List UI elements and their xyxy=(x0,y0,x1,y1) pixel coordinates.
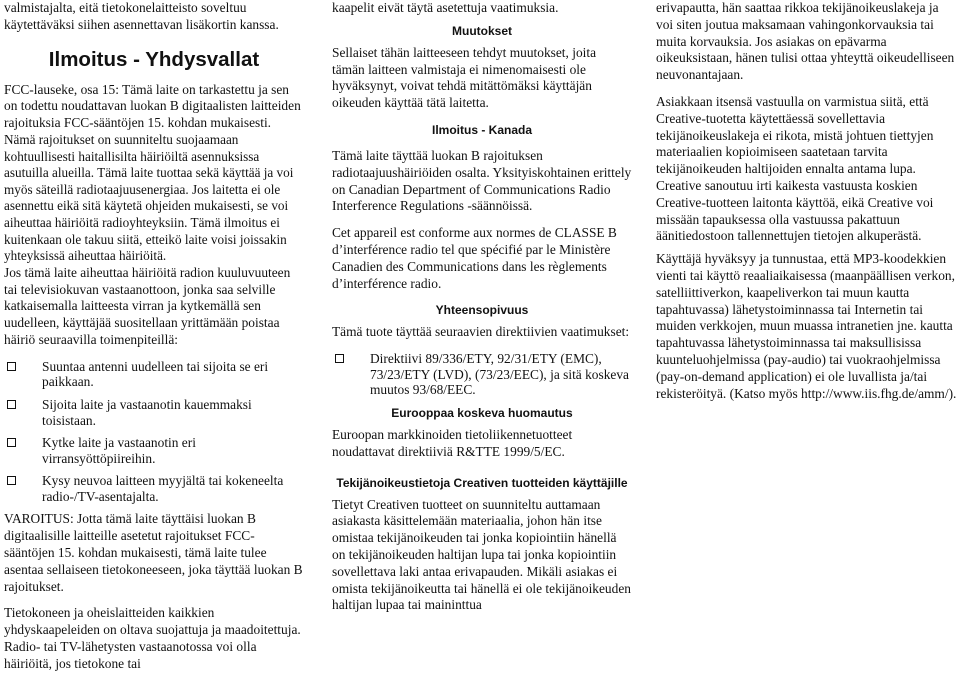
heading-copyright-info: Tekijänoikeustietoja Creativen tuotteiden käyttäjille xyxy=(336,475,628,490)
directives-list xyxy=(332,351,632,398)
canada-paragraph: Tämä laite täyttää luokan B rajoituksen radiotaajuushäiriöiden osalta. Yksityiskohtainen erittely on Canadian Department of Communications Radio Interference Regulations -säännöissä. xyxy=(332,147,632,214)
fcc-limits-paragraph: Nämä rajoitukset on suunniteltu suojaamaan kohtuullisesti haitallisilta häiriöiltä asennuksissa asutuilla alueilla. Tämä laite tuottaa sekä käyttää ja voi myös säteillä radiotaajuusenergiaa. Jos laitetta ei ole asennettu eikä sitä käytetä ohjeiden mukaisesti, se voi aiheuttaa häiriöitä radioyhteyksiin. Tämä ilmoitus ei kuitenkaan ole takuu siitä, etteikö laite voisi joissakin yhteyksissä aiheuttaa häiriöitä. xyxy=(4,131,294,264)
heading-canada-notice: Ilmoitus - Kanada xyxy=(431,122,532,137)
heading-changes: Muutokset xyxy=(452,23,512,38)
fcc-measures-list xyxy=(4,359,304,505)
column-middle xyxy=(332,0,632,614)
checkbox-bullet-icon xyxy=(7,438,16,447)
fcc-paragraph: FCC-lauseke, osa 15: Tämä laite on tarkastettu ja sen on todettu noudattavan luokan B digitaalisten laitteiden rajoituksia FCC-sääntöjen 15. kohdan mukaisesti. xyxy=(4,81,301,131)
heading-usa-notice: Ilmoitus - Yhdysvallat xyxy=(48,47,260,71)
europe-paragraph: Euroopan markkinoiden tietoliikennetuotteet noudattavat direktiiviä R&TTE 1999/5/EC. xyxy=(332,426,573,459)
copyright-paragraph: Tietyt Creativen tuotteet on suunniteltu auttamaan asiakasta käsittelemään materiaalia, johon hän itse omistaa tekijänoikeuden tai jonka kopiointiin hänellä on tekijänoikeuden haltijan lupa tai jonka kopiointiin sovellettava laki antaa erivapauden. Mikäli asiakas ei omista tekijänoikeutta tai hänellä ei ole tekijänoikeuden haltijan lupaa tai maininttua xyxy=(332,496,631,613)
heading-europe-notice: Eurooppaa koskeva huomautus xyxy=(391,405,573,420)
column-right xyxy=(656,0,958,402)
mp3-paragraph: Käyttäjä hyväksyy ja tunnustaa, että MP3-koodekkien vienti tai käyttö reaaliaikaisessa (maanpäällisen verkon, satelliittiverkon, kaapeliverkon tai muun kautta tapahtuvassa) lähetystoiminnassa tai Internetin tai muiden verkkojen, muun muassa intranetien jne. kautta tapahtuvassa lähetystoiminnassa tai maksullisissa kuunteluohjelmissa (pay-audio) tai vuokraohjelmissa (pay-on-demand application) ei ole luvallista ja/tai rekisteröityä. (Katso myös http://www.iis.fhg.de/amm/). xyxy=(656,251,957,401)
column-left xyxy=(4,0,304,673)
checkbox-bullet-icon xyxy=(335,354,344,363)
copyright-continued-paragraph: erivapautta, hän saattaa rikkoa tekijänoikeuslakeja ja voi siten joutua maksamaan vahingonkorvauksia tai muita korvauksia. Jos asiakas on epävarma oikeuksistaan, hänen tulisi ottaa yhteyttä oikeudelliseen neuvonantajaan. xyxy=(656,0,955,83)
warning-paragraph: VAROITUS: Jotta tämä laite täyttäisi luokan B digitaalisille laitteille asetetut rajoitukset FCC-sääntöjen 15. kohdan mukaisesti, tämä laite tulee asentaa sellaiseen tietokoneeseen, joka täyttää luokan B rajoitukset. xyxy=(4,511,303,594)
list-item: Kytke laite ja vastaanotin eri virransyöttöpiireihin. xyxy=(4,435,304,466)
compatibility-paragraph: Tämä tuote täyttää seuraavien direktiivien vaatimukset: xyxy=(332,324,630,340)
checkbox-bullet-icon xyxy=(7,400,16,409)
canada-french-paragraph: Cet appareil est conforme aux normes de CLASSE B d’interférence radio tel que spécifié par le Ministère Canadien des Communications dans les règlements d’interférence radio. xyxy=(332,225,617,291)
responsibility-paragraph: Asiakkaan itsensä vastuulla on varmistua siitä, että Creative-tuotetta käytettäessä sovellettavia tekijänoikeuslakeja ei rikota, mistä johtuen tiettyjen materiaalien kopioimiseen saatetaan tarvita tekijänoikeuden haltijoiden ennalta antama lupa. Creative sanoutuu irti kaikesta vastuusta koskien Creative-tuotteen laitonta käyttöä, eikä Creative voi missään tapauksessa olla vastuussa pakattuun äänitiedostoon tallennettujen tietojen alkuperästä. xyxy=(656,93,934,244)
list-item: Direktiivi 89/336/ETY, 92/31/ETY (EMC), 73/23/ETY (LVD), (73/23/EEC), ja sitä koskeva muutos 93/68/EEC. xyxy=(332,351,632,398)
intro-text: kaapelit eivät täytä asetettuja vaatimuksia. xyxy=(332,0,559,15)
list-item: Kysy neuvoa laitteen myyjältä tai kokeneelta radio-/TV-asentajalta. xyxy=(4,473,304,504)
checkbox-bullet-icon xyxy=(7,476,16,485)
fcc-interference-paragraph: Jos tämä laite aiheuttaa häiriöitä radion kuuluvuuteen tai televisiokuvan vastaanottoon, jonka saa selville katkaisemalla laitteesta virran ja kytkemällä sen uudelleen, käyttäjää suositellaan yrittämään poistaa häiriö seuraavilla toimenpiteillä: xyxy=(4,264,291,347)
list-item: Suuntaa antenni uudelleen tai sijoita se eri paikkaan. xyxy=(4,359,304,390)
heading-compatibility: Yhteensopivuus xyxy=(435,303,529,318)
checkbox-bullet-icon xyxy=(7,362,16,371)
list-item: Sijoita laite ja vastaanotin kauemmaksi toisistaan. xyxy=(4,397,304,428)
cables-paragraph: Tietokoneen ja oheislaitteiden kaikkien yhdyskaapeleiden on oltava suojattuja ja maadoitettuja. Radio- tai TV-lähetysten vastaanotossa voi olla häiriöitä, jos tietokone tai xyxy=(4,605,301,671)
changes-paragraph: Sellaiset tähän laitteeseen tehdyt muutokset, joita tämän laitteen valmistaja ei nimenomaisesti ole hyväksynyt, voivat tehdä mitättömäksi käyttäjän oikeuden käyttää tätä laitetta. xyxy=(332,44,597,111)
intro-text: valmistajalta, eitä tietokonelaitteisto soveltuu käytettäväksi siihen asennettavan lisäkortin kanssa. xyxy=(4,0,279,32)
